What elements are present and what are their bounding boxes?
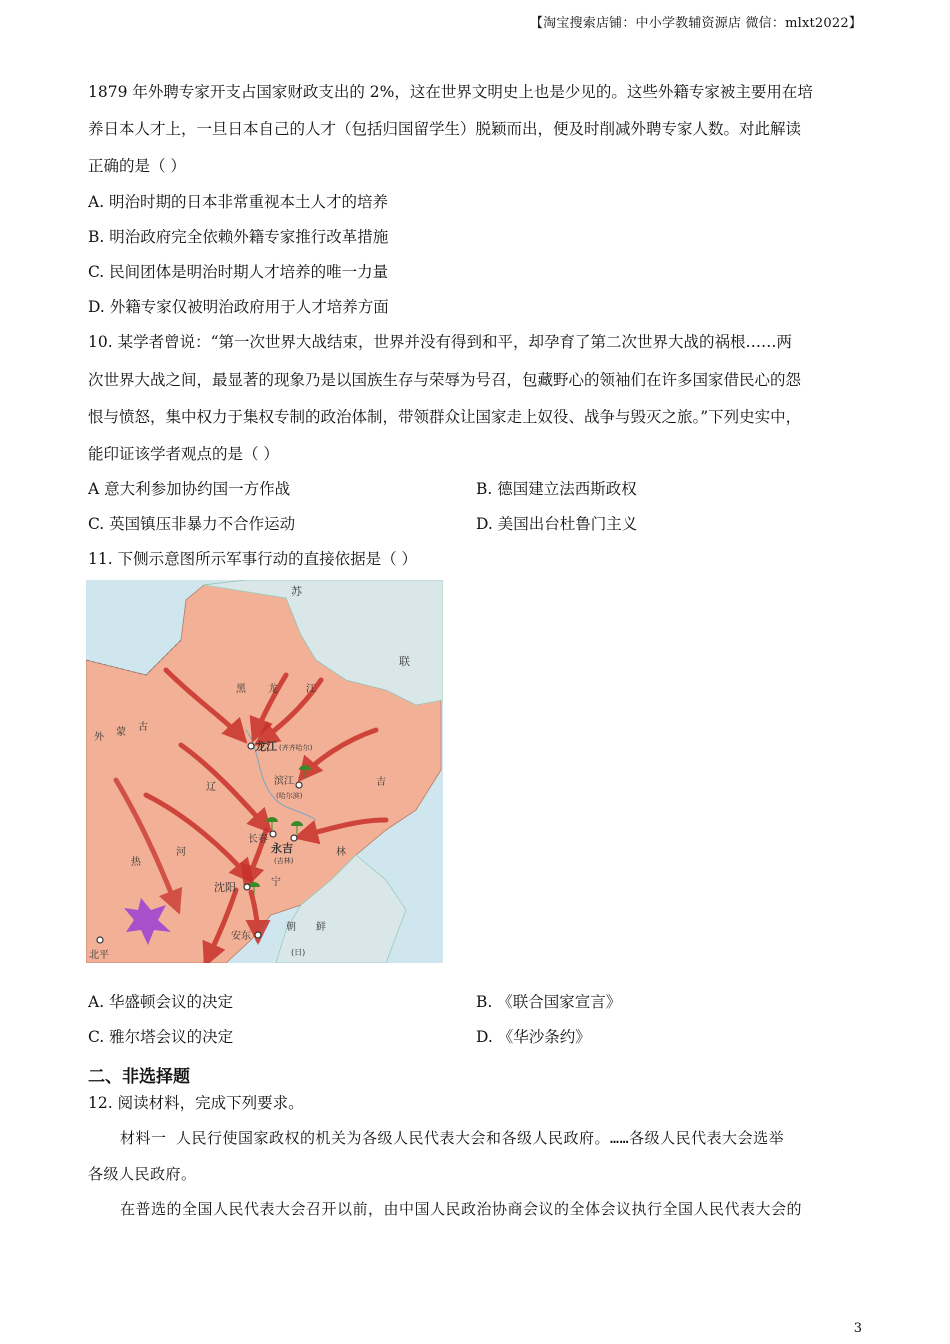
material-line-2: 各级人民政府。 (88, 1165, 197, 1183)
map-label-he: 河 (176, 847, 186, 858)
header-note: 【淘宝搜索店铺：中小学教辅资源店 微信：mlxt2022】 (529, 16, 862, 31)
material-line-1: 材料一 人民行使国家政权的机关为各级人民代表大会和各级人民政府。……各级人民代表大会选举 (120, 1129, 785, 1147)
map-label-ri: (日) (291, 948, 306, 957)
map-city-binjiang: 滨江 (274, 776, 294, 787)
q10-option-c[interactable]: C. 英国镇压非暴力不合作运动 (88, 515, 296, 533)
map-label-lian: 联 (399, 655, 410, 668)
section-title: 二、非选择题 (88, 1067, 190, 1087)
q9-stem-line-2: 养日本人才上，一旦日本自己的人才（包括归国留学生）脱颖而出，便及时削减外聘专家人数。对此解读 (88, 120, 802, 138)
map-label-meng: 蒙 (116, 727, 126, 738)
map-city-longjiang: 龙江 (255, 740, 277, 753)
map-label-re: 热 (131, 857, 141, 868)
map-city-binjiang-note: (哈尔滨) (276, 792, 303, 800)
map-city-changchun: 长春 (248, 834, 268, 845)
q9-option-b[interactable]: B. 明治政府完全依赖外籍专家推行改革措施 (88, 228, 389, 246)
map-label-ning: 宁 (271, 877, 281, 888)
q10-option-d[interactable]: D. 美国出台杜鲁门主义 (476, 515, 638, 533)
q10-stem-line-1: 10. 某学者曾说：“第一次世界大战结束，世界并没有得到和平，却孕育了第二次世界大战的祸根……两 (88, 333, 793, 351)
q10-stem-line-4: 能印证该学者观点的是（ ） (88, 445, 279, 463)
q10-option-b[interactable]: B. 德国建立法西斯政权 (476, 480, 637, 498)
map-label-long: 龙 (268, 684, 278, 695)
q11-option-b[interactable]: B. 《联合国家宣言》 (476, 993, 622, 1011)
map-label-su: 苏 (291, 585, 302, 598)
map-label-wai: 外 (94, 732, 104, 743)
q11-option-d[interactable]: D. 《华沙条约》 (476, 1028, 591, 1046)
map-label-lin: 林 (336, 847, 346, 858)
map-city-andong: 安东 (231, 931, 251, 942)
page-number: 3 (853, 1321, 862, 1336)
q9-stem-line-3: 正确的是（ ） (88, 157, 186, 175)
northeast-campaign-map (86, 580, 443, 963)
map-label-gu: 古 (138, 722, 148, 733)
map-city-shenyang: 沈阳 (214, 881, 236, 894)
q11-option-a[interactable]: A. 华盛顿会议的决定 (88, 993, 234, 1011)
q11-option-c[interactable]: C. 雅尔塔会议的决定 (88, 1028, 234, 1046)
map-label-liao: 辽 (206, 782, 216, 793)
q9-option-a[interactable]: A. 明治时期的日本非常重视本土人才的培养 (88, 193, 389, 211)
map-city-longjiang-note: (齐齐哈尔) (279, 744, 313, 752)
map-label-ji: 吉 (376, 777, 386, 788)
map-city-yongji: 永吉 (271, 842, 293, 855)
q9-stem-line-1: 1879 年外聘专家开支占国家财政支出的 2%，这在世界文明史上也是少见的。这些外籍专家被主要用在培 (88, 83, 813, 101)
map-city-yongji-note: (吉林) (274, 857, 294, 865)
q9-option-d[interactable]: D. 外籍专家仅被明治政府用于人才培养方面 (88, 298, 389, 316)
q11-stem: 11. 下侧示意图所示军事行动的直接依据是（ ） (88, 550, 418, 568)
q10-option-a[interactable]: A 意大利参加协约国一方作战 (88, 480, 291, 498)
q9-option-c[interactable]: C. 民间团体是明治时期人才培养的唯一力量 (88, 263, 389, 281)
q10-stem-line-2: 次世界大战之间，最显著的现象乃是以国族生存与荣辱为号召，包藏野心的领袖们在许多国家借民心的怨 (88, 371, 802, 389)
map-label-chao: 朝 (286, 922, 296, 933)
q10-stem-line-3: 恨与愤怒，集中权力于集权专制的政治体制，带领群众让国家走上奴役、战争与毁灭之旅。”下列史实中， (88, 408, 802, 426)
map-city-beiping: 北平 (89, 950, 109, 961)
q12-stem: 12. 阅读材料，完成下列要求。 (88, 1094, 304, 1112)
material-line-3: 在普选的全国人民代表大会召开以前，由中国人民政治协商会议的全体会议执行全国人民代表大会的 (120, 1200, 803, 1218)
map-label-jiang: 江 (306, 684, 316, 695)
map-label-xian: 鲜 (316, 922, 326, 933)
map-label-hei: 黑 (236, 684, 246, 695)
